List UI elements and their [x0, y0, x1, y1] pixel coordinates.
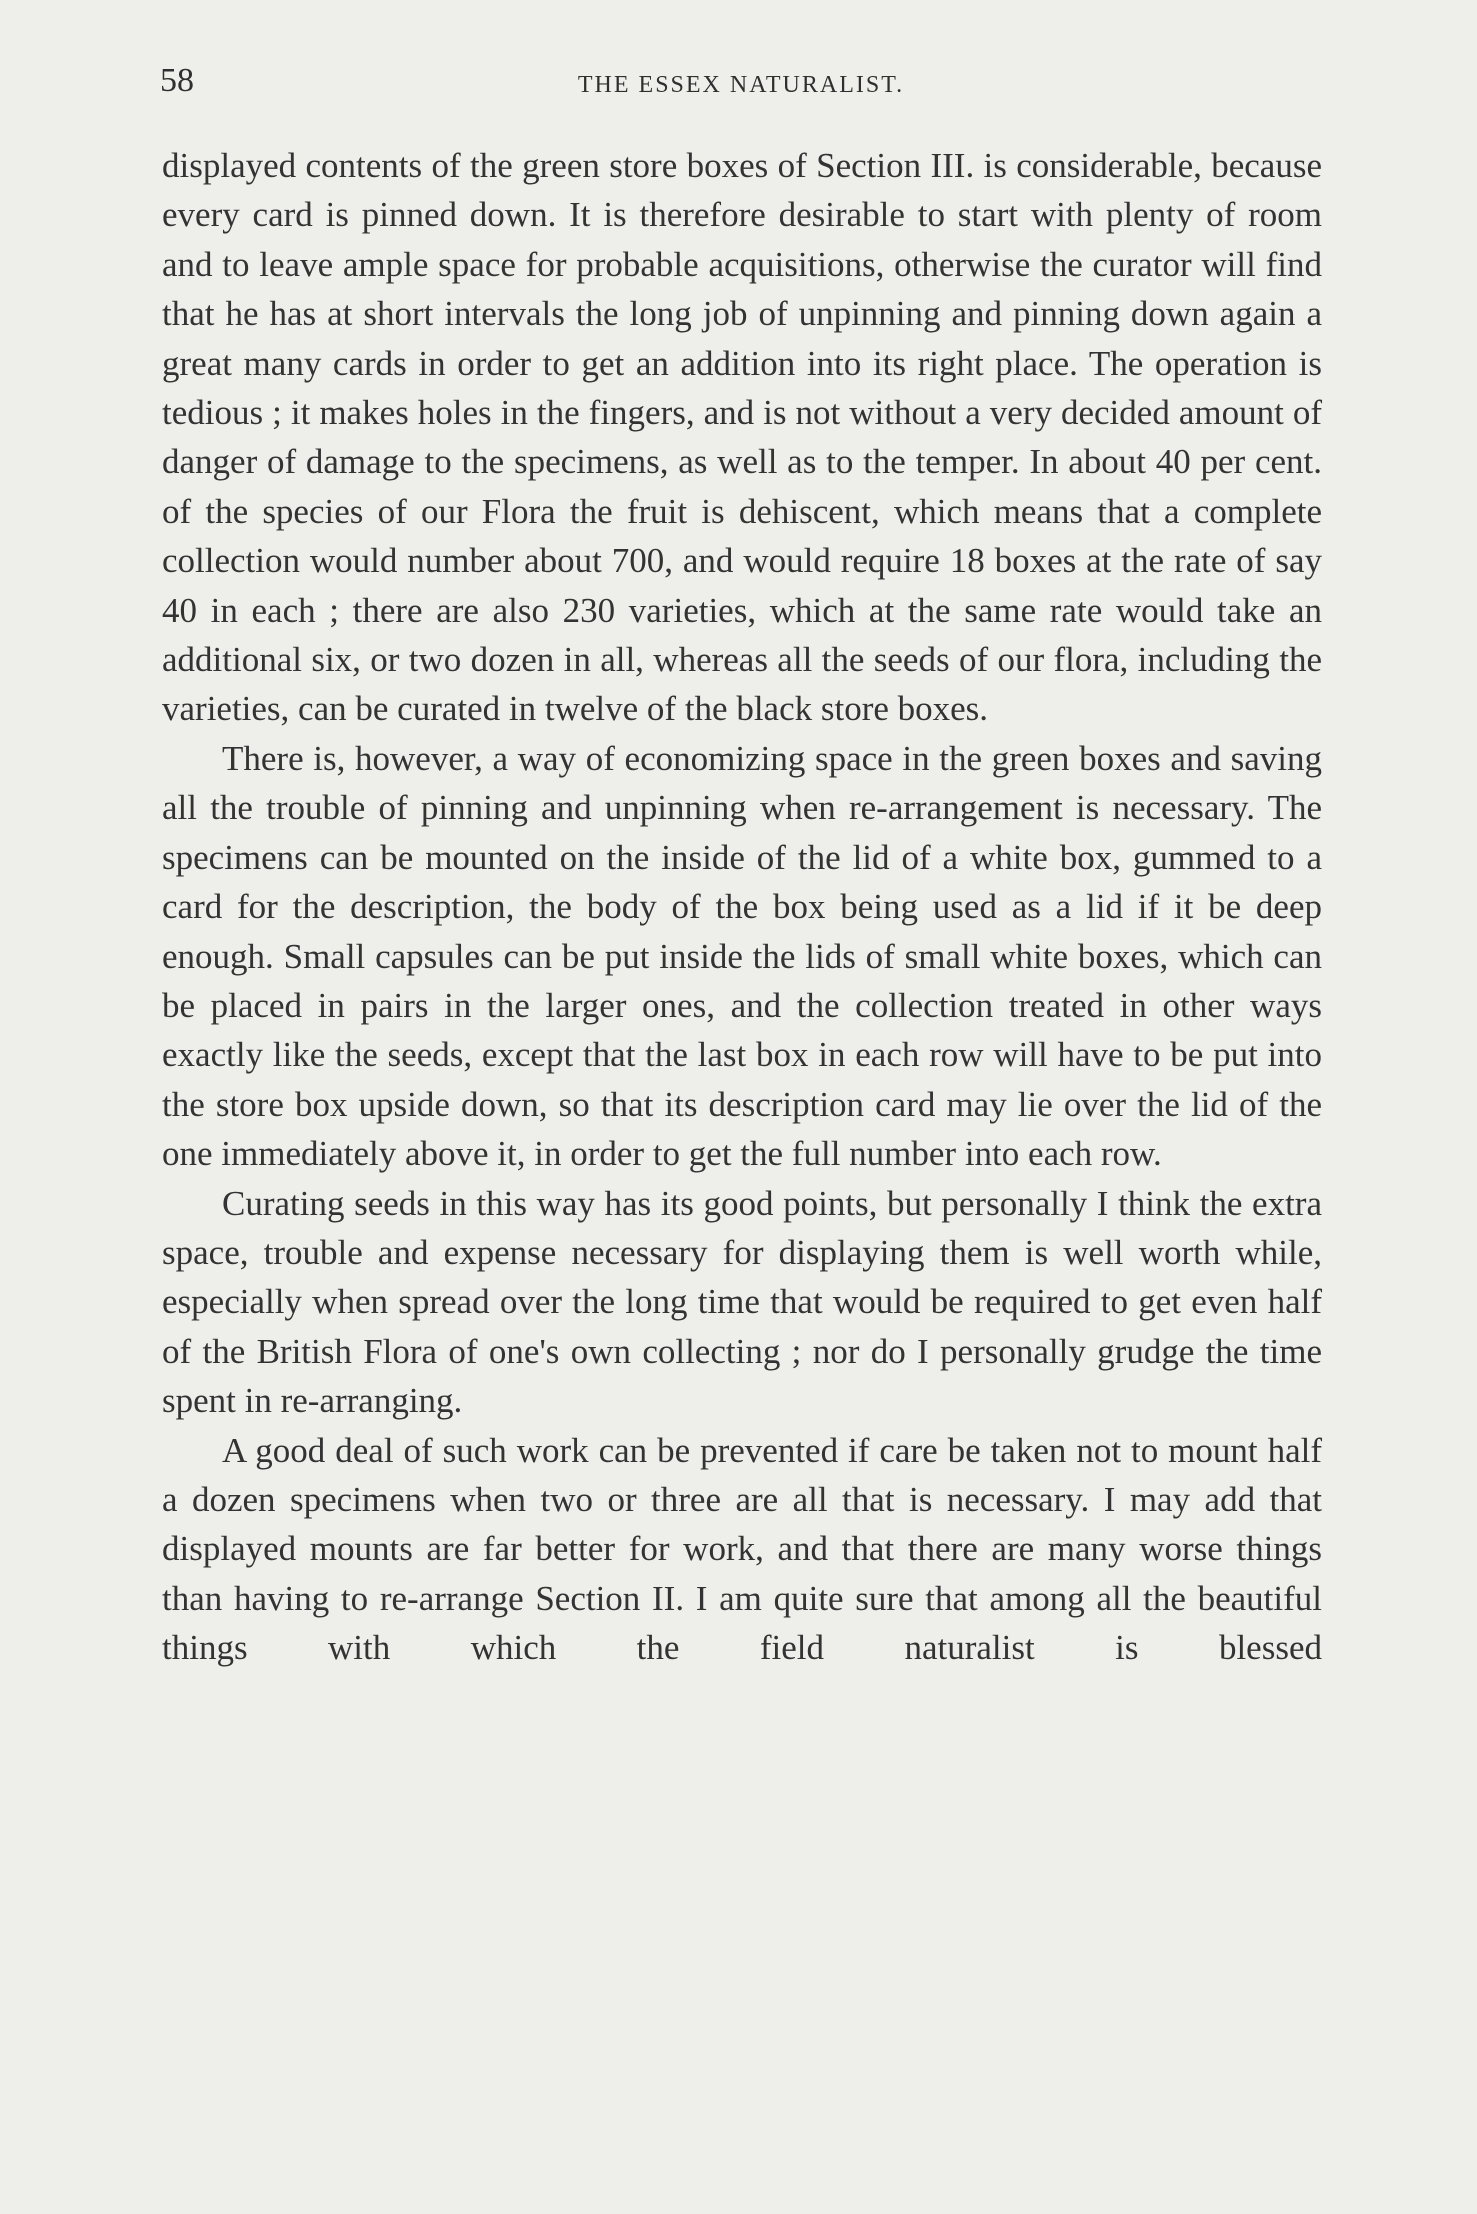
page-number: 58 [160, 62, 194, 99]
paragraph-3: Curating seeds in this way has its good points, but personally I think the extra space, trouble and expense necessary for displaying them is well worth while, especially when spread over the long time that would be required to get even half of the British Flora of one's own collecting ; nor do I personally grudge the time spent in re-arranging. [162, 1183, 1322, 1421]
body-text [162, 141, 1322, 1673]
paragraph-4: A good deal of such work can be prevented if care be taken not to mount half a dozen specimens when two or three are all that is necessary. I may add that displayed mounts are far better for work, and that there are many worse things than having to re-arrange Section II. I am quite sure that among all the beautiful things with which the field naturalist is blessed [162, 1430, 1322, 1668]
paragraph-2: There is, however, a way of economizing space in the green boxes and saving all the trouble of pinning and unpinning when re-arrangement is necessary. The specimens can be mounted on the inside of the lid of a white box, gummed to a card for the description, the body of the box being used as a lid if it be deep enough. Small capsules can be put inside the lids of small white boxes, which can be placed in pairs in the larger ones, and the collection treated in other ways exactly like the seeds, except that the last box in each row will have to be put into the store box upside down, so that its description card may lie over the lid of the one immediately above it, in order to get the full number into each row. [162, 738, 1322, 1174]
running-title: THE ESSEX NATURALIST. [577, 72, 905, 98]
page-header [160, 62, 1322, 112]
paragraph-1: displayed contents of the green store boxes of Section III. is considerable, because every card is pinned down. It is therefore desirable to start with plenty of room and to leave ample space for probable acquisitions, otherwise the curator will find that he has at short intervals the long job of unpinning and pinning down again a great many cards in order to get an addition into its right place. The operation is tedious ; it makes holes in the fingers, and is not without a very decided amount of danger of damage to the specimens, as well as to the temper. In about 40 per cent. of the species of our Flora the fruit is dehiscent, which means that a complete collection would number about 700, and would require 18 boxes at the rate of say 40 in each ; there are also 230 varieties, which at the same rate would take an additional six, or two dozen in all, whereas all the seeds of our flora, including the varieties, can be curated in twelve of the black store boxes. [162, 146, 1322, 729]
